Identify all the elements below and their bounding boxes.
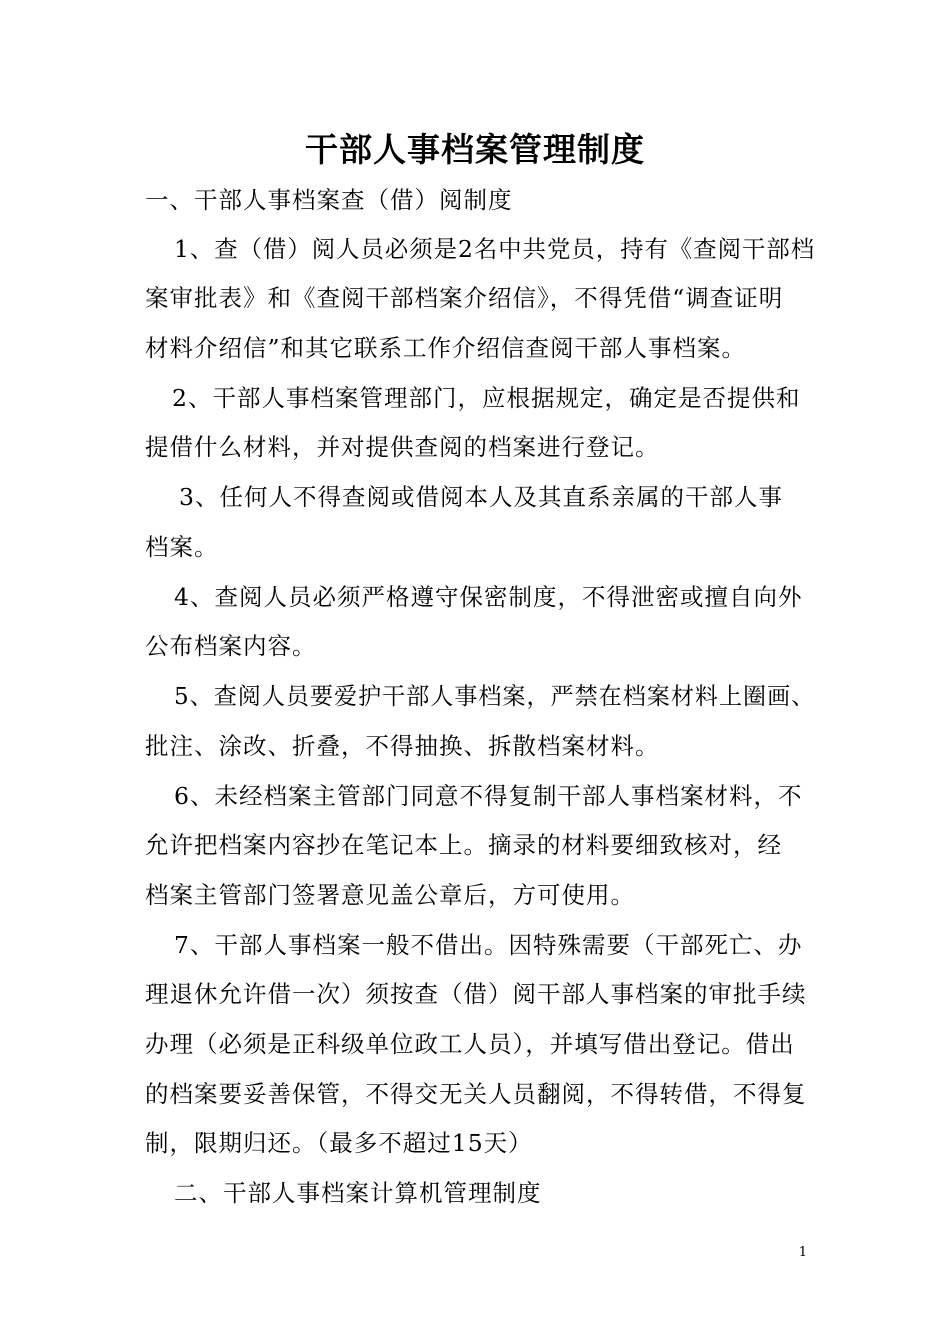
paragraph-line: 3、任何人不得查阅或借阅本人及其直系亲属的干部人事	[179, 483, 783, 511]
paragraph-line: 材料介绍信”和其它联系工作介绍信查阅干部人事档案。	[145, 334, 747, 362]
paragraph-line: 办理（必须是正科级单位政工人员），并填写借出登记。借出	[145, 1030, 795, 1058]
paragraph-line: 2、干部人事档案管理部门，应根据规定，确定是否提供和	[172, 384, 801, 412]
paragraph-line: 制，限期归还。（最多不超过15天）	[145, 1129, 533, 1157]
paragraph-line: 7、干部人事档案一般不借出。因特殊需要（干部死亡、办	[174, 931, 803, 959]
paragraph-line: 6、未经档案主管部门同意不得复制干部人事档案材料，不	[174, 782, 803, 810]
section-heading-1: 一、干部人事档案查（借）阅制度	[145, 186, 513, 214]
paragraph-line: 理退休允许借一次）须按查（借）阅干部人事档案的审批手续	[145, 980, 807, 1008]
paragraph-line: 案审批表》和《查阅干部档案介绍信》，不得凭借“调查证明	[145, 284, 784, 312]
paragraph-line: 4、查阅人员必须严格遵守保密制度，不得泄密或擅自向外	[174, 583, 803, 611]
paragraph-line: 档案。	[145, 533, 219, 561]
paragraph-line: 提借什么材料，并对提供查阅的档案进行登记。	[145, 433, 660, 461]
paragraph-line: 允许把档案内容抄在笔记本上。摘录的材料要细致核对，经	[145, 831, 782, 859]
document-title: 干部人事档案管理制度	[305, 130, 645, 169]
paragraph-line: 1、查（借）阅人员必须是2名中共党员，持有《查阅干部档	[174, 235, 816, 263]
paragraph-line: 5、查阅人员要爱护干部人事档案，严禁在档案材料上圈画、	[174, 682, 816, 710]
paragraph-line: 的档案要妥善保管，不得交无关人员翻阅，不得转借，不得复	[145, 1080, 807, 1108]
paragraph-line: 批注、涂改、折叠，不得抽换、拆散档案材料。	[145, 732, 660, 760]
paragraph-line: 档案主管部门签署意见盖公章后，方可使用。	[145, 881, 635, 909]
paragraph-line: 公布档案内容。	[145, 632, 317, 660]
page-number: 1	[798, 1245, 807, 1260]
section-heading-2: 二、干部人事档案计算机管理制度	[174, 1179, 542, 1207]
